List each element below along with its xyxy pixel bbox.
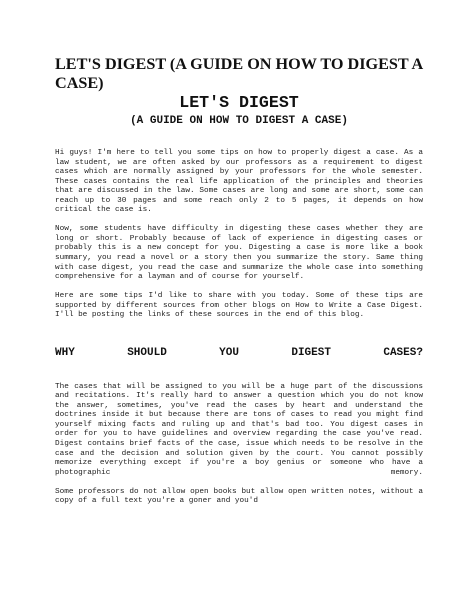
document-page xyxy=(55,55,423,507)
document-heading: LET'S DIGEST (A GUIDE ON HOW TO DIGEST A CASE) xyxy=(55,55,423,92)
intro-paragraph: Hi guys! I'm here to tell you some tips on how to properly digest a case. As a law student, we are often asked by our professors as a requirement to digest cases which are normally assigned by your professors for the whole semester. These cases contains the real life application of the principles and theories that are discussed in the law. Some cases are long and some are short, some can reach up to 30 pages and some reach only 2 to 5 pages, it depends on how critical the case is. xyxy=(55,149,423,215)
tips-paragraph: Here are some tips I'd like to share with you today. Some of these tips are supported by different sources from other blogs on How to Write a Case Digest. I'll be posting the links of these sources in the end of this blog. xyxy=(55,292,423,320)
section-heading-why-digest xyxy=(55,346,423,360)
document-subtitle: (A GUIDE ON HOW TO DIGEST A CASE) xyxy=(130,115,348,127)
document-title: LET'S DIGEST xyxy=(179,93,299,112)
difficulty-paragraph: Now, some students have difficulty in digesting these cases whether they are long or short. Probably because of lack of experience in digesting cases or probably this is a new concept for you. Digesting a case is more like a book summary, you read a novel or a story then you summarize the story. Same thing with case digest, you read the case and summarize the whole case into something comprehensive for a layman and of course for yourself. xyxy=(55,225,423,282)
section-heading-word: WHY xyxy=(55,346,75,359)
section-heading-word: DIGEST xyxy=(291,346,331,359)
section-heading-word: CASES? xyxy=(383,346,423,359)
why-digest-paragraph: The cases that will be assigned to you will be a huge part of the discussions and recitations. It's really hard to answer a question which you do not know the answer, sometimes, you've read the cases by heart and understand the doctrines inside it but because there are tons of cases to read you might find yourself mixing facts and ruling up and that's bad too. You digest cases in order for you to have guidelines and overview regarding the case you've read. Digest contains brief facts of the case, issue which needs to be resolve in the case and the decision and solution given by the court. You cannot possibly memorize everything except if you're a boy genius or someone who have a photographic memory. xyxy=(55,382,423,477)
section-heading-word: YOU xyxy=(219,346,239,359)
open-notes-paragraph: Some professors do not allow open books but allow open written notes, without a copy of a full text you're a goner and you'd xyxy=(55,487,423,506)
section-heading-word: SHOULD xyxy=(127,346,167,359)
